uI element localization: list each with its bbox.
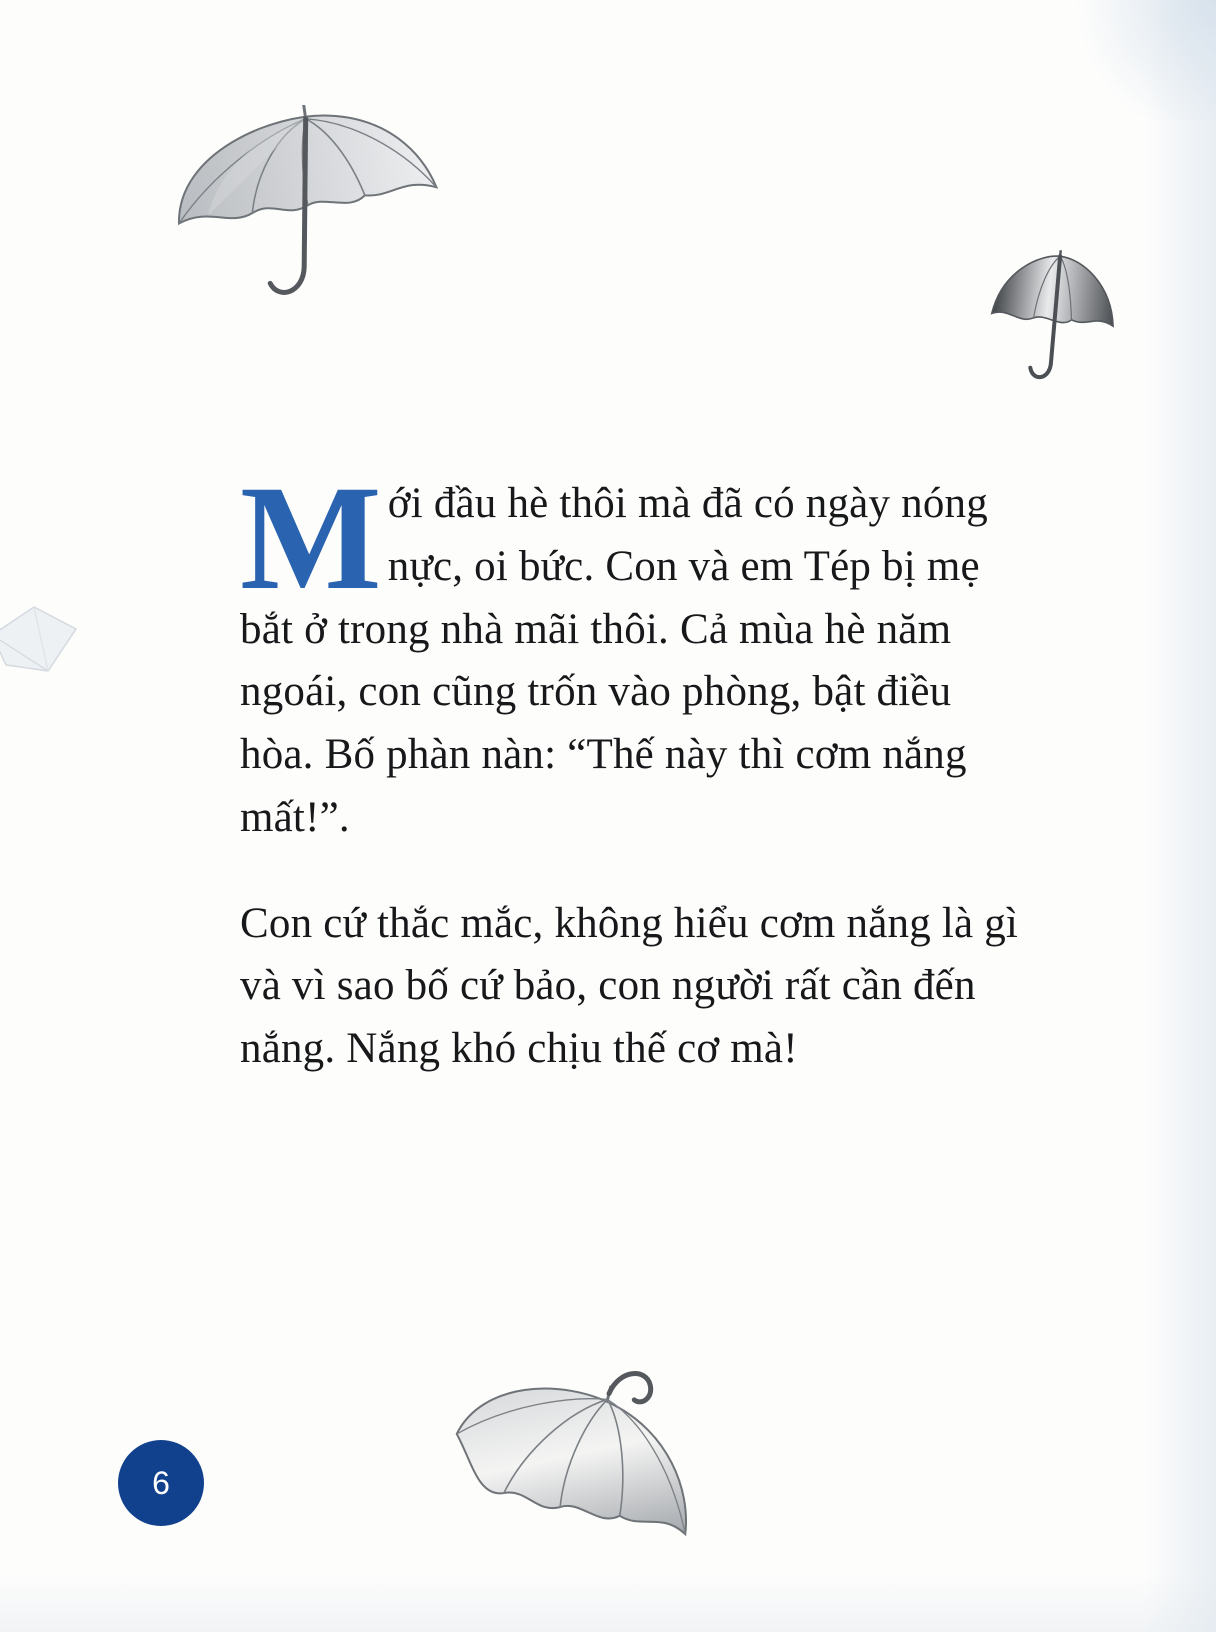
- umbrella-open-top-right-icon: [985, 250, 1125, 405]
- body-text: [240, 430, 1030, 1124]
- page-number-badge: [118, 1440, 204, 1526]
- paragraph-1: [240, 455, 1030, 850]
- paper-tint-bottom: [0, 1572, 1216, 1632]
- drop-cap: M: [240, 455, 382, 621]
- paper-tint-right: [1146, 0, 1216, 1632]
- page-number-label: 6: [152, 1464, 170, 1501]
- umbrella-open-bottom-icon: [420, 1370, 740, 1625]
- paragraph-2: Con cứ thắc mắc, không hiểu cơm nắng là gì và vì sao bố cứ bảo, con người rất cần đến nắng. Nắng khó chịu thế cơ mà!: [240, 899, 1019, 1073]
- paper-tint-top-right: [1056, 0, 1216, 120]
- paragraph-1-text: ới đầu hè thôi mà đã có ngày nóng nực, oi bức. Con và em Tép bị mẹ bắt ở trong nhà mãi thôi. Cả mùa hè năm ngoái, con cũng trốn vào phòng, bật điều hòa. Bố phàn nàn: “Thế này thì cơm nắng mất!”.: [240, 480, 988, 841]
- paper-fold-left-icon: [0, 585, 100, 700]
- umbrella-open-top-left-icon: [165, 105, 455, 330]
